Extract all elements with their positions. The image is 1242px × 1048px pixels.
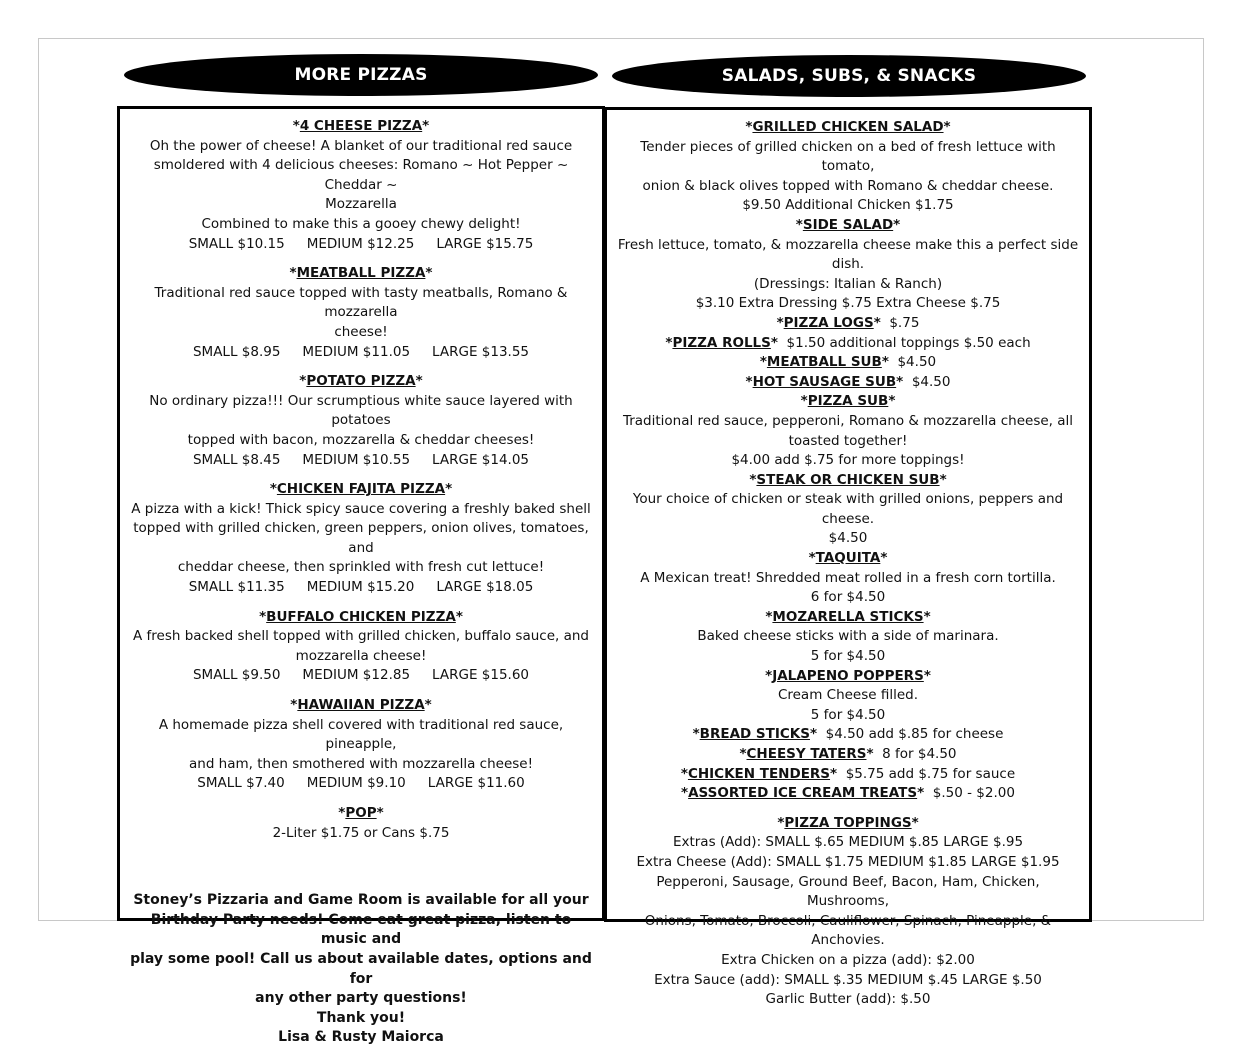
- item-price: $4.50: [897, 354, 937, 371]
- item-price: $4.50 add $.85 for cheese: [825, 726, 1004, 743]
- menu-item-mozarella-sticks: [615, 608, 1081, 667]
- item-title: *TAQUITA*: [808, 550, 888, 567]
- toppings-line: Extras (Add): SMALL $.65 MEDIUM $.85 LARGE $.95: [672, 834, 1024, 851]
- item-description: Mozzarella: [325, 196, 397, 213]
- menu-item-cheesy-taters: *CHEESY TATERS* 8 for $4.50: [739, 746, 957, 762]
- price-large: LARGE $13.55: [432, 343, 530, 360]
- item-title: *JALAPENO POPPERS*: [765, 667, 931, 684]
- menu-item-hot-sausage-sub: *HOT SAUSAGE SUB* $4.50: [745, 373, 951, 390]
- menu-item-buffalo-chicken-pizza: [130, 608, 592, 686]
- salads-subs-snacks-panel: [604, 107, 1092, 1008]
- price-small: SMALL $10.15: [188, 235, 285, 252]
- toppings-line: Pepperoni, Sausage, Ground Beef, Bacon, Ham, Chicken, Mushrooms,: [656, 873, 1040, 910]
- price-large: LARGE $11.60: [427, 775, 525, 792]
- party-note-thanks: Thank you!: [316, 1009, 406, 1026]
- salads-subs-snacks-banner: [612, 55, 1086, 97]
- price-small: SMALL $8.45: [192, 451, 281, 468]
- menu-item-grilled-chicken-salad: [615, 118, 1081, 216]
- menu-item-chicken-fajita-pizza: [130, 480, 592, 598]
- party-note-line: any other party questions!: [255, 990, 467, 1007]
- party-note: [130, 891, 592, 1048]
- menu-item-meatball-pizza: [130, 264, 592, 362]
- menu-item-side-salad: [615, 216, 1081, 314]
- item-title: *SIDE SALAD*: [795, 216, 901, 233]
- price-small: SMALL $7.40: [197, 775, 285, 792]
- item-description: A fresh backed shell topped with grilled chicken, buffalo sauce, and: [132, 628, 589, 645]
- menu-item-pop: [130, 804, 592, 843]
- item-description: topped with bacon, mozzarella & cheddar cheeses!: [187, 431, 535, 448]
- item-description: Traditional red sauce, pepperoni, Romano & mozzarella cheese, all: [622, 412, 1074, 429]
- item-description: Fresh lettuce, tomato, & mozzarella cheese make this a perfect side dish.: [617, 236, 1079, 273]
- item-price: 5 for $4.50: [810, 706, 886, 723]
- more-pizzas-heading: MORE PIZZAS: [294, 65, 428, 85]
- item-description: Cream Cheese filled.: [777, 687, 919, 704]
- item-prices: [130, 343, 592, 363]
- item-title: *MEATBALL PIZZA*: [289, 265, 433, 282]
- item-description: topped with grilled chicken, green peppers, onion olives, tomatoes, and: [133, 520, 589, 556]
- pizza-toppings-section: [615, 814, 1081, 1010]
- item-price: $4.50: [911, 373, 951, 390]
- toppings-line: Garlic Butter (add): $.50: [765, 991, 931, 1008]
- item-title: *GRILLED CHICKEN SALAD*: [745, 119, 951, 135]
- menu-item-jalapeno-poppers: [615, 667, 1081, 726]
- item-description: Tender pieces of grilled chicken on a bed of fresh lettuce with tomato,: [640, 138, 1056, 175]
- item-description: 2-Liter $1.75 or Cans $.75: [272, 824, 450, 841]
- price-large: LARGE $18.05: [436, 579, 534, 596]
- more-pizzas-banner: [124, 54, 598, 96]
- menu-item-hawaiian-pizza: [130, 696, 592, 794]
- price-medium: MEDIUM $12.85: [302, 667, 411, 684]
- menu-item-meatball-sub: *MEATBALL SUB* $4.50: [759, 354, 937, 371]
- item-title: *BUFFALO CHICKEN PIZZA*: [259, 608, 463, 625]
- price-medium: MEDIUM $15.20: [306, 579, 415, 596]
- menu-item-pizza-logs: *PIZZA LOGS* $.75: [776, 314, 920, 331]
- item-description: Baked cheese sticks with a side of marinara.: [697, 628, 999, 645]
- item-title: *HAWAIIAN PIZZA*: [290, 697, 432, 714]
- item-prices: [130, 235, 592, 255]
- toppings-line: Extra Sauce (add): SMALL $.35 MEDIUM $.45 LARGE $.50: [654, 971, 1042, 988]
- menu-item-taquita: [615, 549, 1081, 608]
- party-note-line: Birthday Party needs! Come eat great pizza, listen to music and: [150, 911, 572, 948]
- price-medium: MEDIUM $10.55: [302, 451, 411, 468]
- price-large: LARGE $14.05: [432, 451, 530, 468]
- item-description: Your choice of chicken or steak with grilled onions, peppers and cheese.: [632, 491, 1064, 527]
- item-description: (Dressings: Italian & Ranch): [753, 275, 943, 292]
- item-title: *4 CHEESE PIZZA*: [292, 118, 430, 134]
- item-price: $3.10 Extra Dressing $.75 Extra Cheese $.75: [695, 295, 1001, 312]
- item-title: *POP*: [338, 805, 384, 821]
- menu-item-steak-or-chicken-sub: [615, 471, 1081, 549]
- item-description: onion & black olives topped with Romano & cheddar cheese.: [642, 177, 1054, 194]
- item-description: cheddar cheese, then sprinkled with fresh cut lettuce!: [177, 559, 545, 576]
- price-medium: MEDIUM $11.05: [302, 343, 411, 360]
- item-price: $.50 - $2.00: [932, 785, 1015, 802]
- item-description: toasted together!: [788, 432, 908, 449]
- menu-item-bread-sticks: *BREAD STICKS* $4.50 add $.85 for cheese: [692, 726, 1004, 743]
- party-note-line: Stoney’s Pizzaria and Game Room is available for all your: [133, 892, 589, 909]
- item-description: A Mexican treat! Shredded meat rolled in a fresh corn tortilla.: [640, 569, 1056, 586]
- party-note-line: play some pool! Call us about available dates, options and for: [130, 950, 592, 987]
- menu-item-ice-cream-treats: *ASSORTED ICE CREAM TREATS* $.50 - $2.00: [681, 785, 1015, 802]
- item-prices: [130, 666, 592, 686]
- item-description: A pizza with a kick! Thick spicy sauce covering a freshly baked shell: [131, 500, 591, 517]
- item-description: No ordinary pizza!!! Our scrumptious white sauce layered with potatoes: [149, 392, 573, 429]
- toppings-line: Extra Cheese (Add): SMALL $1.75 MEDIUM $1.85 LARGE $1.95: [636, 853, 1060, 870]
- menu-item-potato-pizza: [130, 372, 592, 470]
- item-prices: [130, 451, 592, 471]
- item-price: $4.00 add $.75 for more toppings!: [731, 452, 965, 469]
- item-price: $1.50 additional toppings $.50 each: [786, 334, 1031, 351]
- price-small: SMALL $9.50: [192, 667, 281, 684]
- item-title: *PIZZA TOPPINGS*: [777, 814, 919, 831]
- price-medium: MEDIUM $9.10: [306, 775, 406, 792]
- toppings-line: Onions, Tomato, Broccoli, Cauliflower, Spinach, Pineapple, & Anchovies.: [644, 912, 1052, 949]
- price-large: LARGE $15.75: [436, 235, 534, 252]
- price-large: LARGE $15.60: [432, 667, 530, 684]
- item-description: Oh the power of cheese! A blanket of our traditional red sauce: [149, 137, 573, 154]
- item-description: Combined to make this a gooey chewy delight!: [201, 215, 521, 232]
- menu-item-chicken-tenders: *CHICKEN TENDERS* $5.75 add $.75 for sauce: [680, 765, 1016, 782]
- item-description: mozzarella cheese!: [295, 647, 427, 664]
- item-price: $4.50: [828, 530, 868, 547]
- more-pizzas-panel: [117, 106, 605, 1046]
- item-prices: [130, 578, 592, 598]
- item-description: cheese!: [334, 323, 388, 340]
- item-title: *CHICKEN FAJITA PIZZA*: [269, 481, 453, 498]
- item-prices: [130, 774, 592, 794]
- item-price: $.75: [889, 314, 920, 331]
- toppings-line: Extra Chicken on a pizza (add): $2.00: [721, 951, 975, 968]
- item-price: $5.75 add $.75 for sauce: [845, 765, 1016, 782]
- item-title: *STEAK OR CHICKEN SUB*: [749, 471, 947, 488]
- menu-item-4-cheese-pizza: [130, 117, 592, 254]
- item-description: and ham, then smothered with mozzarella cheese!: [188, 755, 534, 772]
- salads-subs-snacks-heading: SALADS, SUBS, & SNACKS: [721, 66, 977, 86]
- item-description: A homemade pizza shell covered with traditional red sauce, pineapple,: [158, 716, 564, 753]
- item-price: 6 for $4.50: [810, 589, 886, 606]
- item-description: Traditional red sauce topped with tasty meatballs, Romano & mozzarella: [154, 284, 568, 321]
- item-price: 5 for $4.50: [810, 648, 886, 665]
- item-title: *MOZARELLA STICKS*: [765, 608, 931, 625]
- party-note-signature: Lisa & Rusty Maiorca: [278, 1029, 444, 1046]
- item-title: *PIZZA SUB*: [800, 393, 896, 410]
- price-small: SMALL $11.35: [188, 579, 285, 596]
- item-price: 8 for $4.50: [882, 746, 957, 762]
- menu-item-pizza-sub: [615, 392, 1081, 470]
- item-price: $9.50 Additional Chicken $1.75: [742, 197, 954, 214]
- item-description: smoldered with 4 delicious cheeses: Romano ~ Hot Pepper ~ Cheddar ~: [153, 157, 569, 193]
- item-title: *POTATO PIZZA*: [299, 373, 423, 390]
- price-small: SMALL $8.95: [192, 343, 281, 360]
- menu-item-pizza-rolls: *PIZZA ROLLS* $1.50 additional toppings $.50 each: [665, 334, 1031, 351]
- price-medium: MEDIUM $12.25: [306, 235, 415, 252]
